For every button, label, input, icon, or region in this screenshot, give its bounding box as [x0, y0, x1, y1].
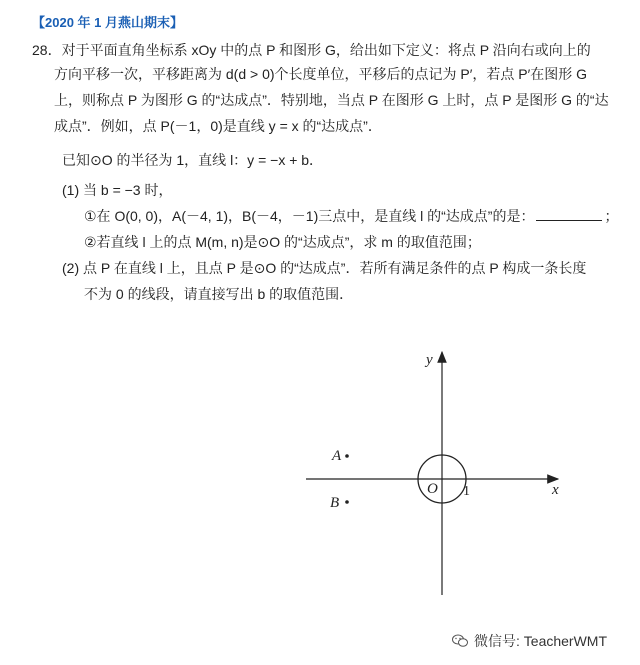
coordinate-figure — [290, 340, 580, 610]
given-line: 已知⊙O 的半径为 1，直线 l：y = −x + b． — [62, 152, 324, 168]
origin-label: O — [427, 481, 438, 497]
part-1-heading: (1) 当 b = −3 时， — [62, 182, 173, 198]
part-1-question-1-text: ①在 O(0, 0)，A(－4, 1)，B(－4，－1)三点中，是直线 l 的“达成点”的是： — [84, 208, 535, 224]
problem-line-3: 上，则称点 P 为图形 G 的“达成点”．特别地，当点 P 在图形 G 上时，点 P 是图形 G 的“达 — [54, 92, 609, 108]
point-a-label: A — [332, 448, 342, 464]
problem-line-2: 方向平移一次，平移距离为 d(d > 0)个长度单位，平移后的点记为 P′，若点 P′在图形 G — [54, 66, 588, 82]
point-a — [345, 454, 349, 458]
wechat-icon — [452, 634, 468, 648]
source-header: 【2020 年 1 月燕山期末】 — [32, 15, 183, 30]
problem-line-4: 成点”．例如，点 P(－1，0)是直线 y = x 的“达成点”． — [54, 118, 382, 134]
part-1-question-2: ②若直线 l 上的点 M(m, n)是⊙O 的“达成点”，求 m 的取值范围； — [84, 234, 481, 250]
problem-line-1: 28．对于平面直角坐标系 xOy 中的点 P 和图形 G，给出如下定义：将点 P 沿向右或向上的 — [32, 42, 591, 58]
watermark — [452, 631, 607, 651]
part-1-question-1-end: ； — [604, 208, 619, 224]
y-axis-label: y — [426, 352, 433, 368]
part-2-line-1: (2) 点 P 在直线 l 上，且点 P 是⊙O 的“达成点”．若所有满足条件的点 P 构成一条长度 — [62, 260, 587, 276]
part-1-question-1 — [84, 206, 618, 226]
watermark-text: 微信号: TeacherWMT — [474, 633, 608, 649]
x-axis-label: x — [552, 482, 559, 498]
answer-blank — [536, 220, 602, 221]
part-2-line-2: 不为 0 的线段，请直接写出 b 的取值范围． — [84, 286, 354, 302]
tick-label-1: 1 — [463, 484, 470, 499]
point-b — [345, 500, 349, 504]
point-b-label: B — [330, 495, 340, 511]
